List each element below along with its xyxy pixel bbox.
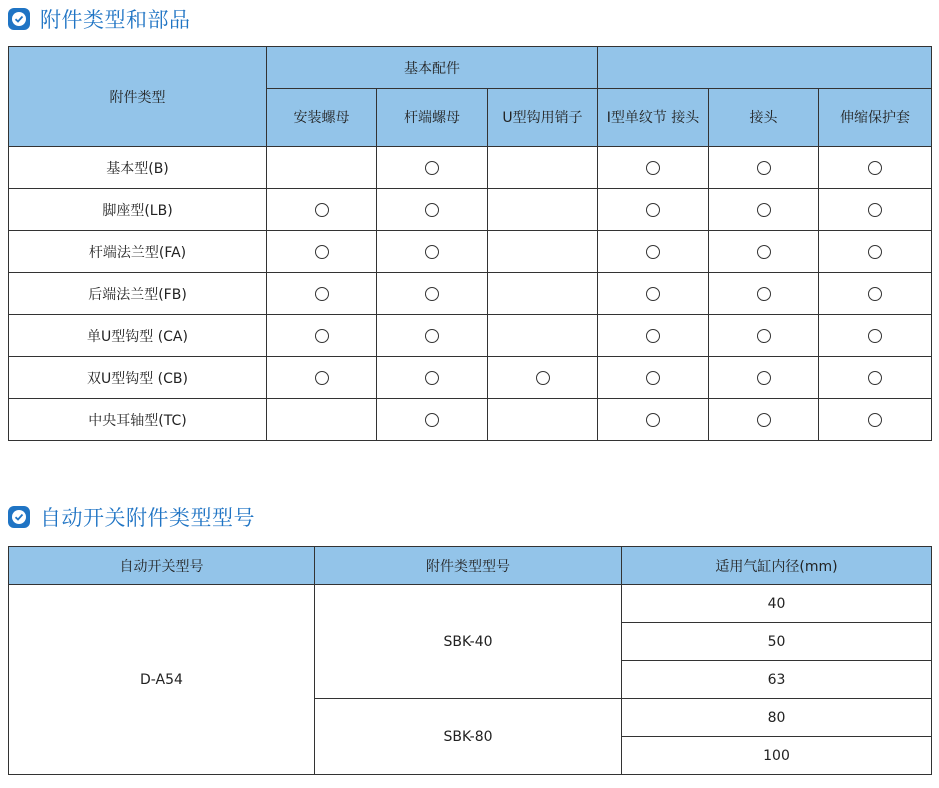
column-header: 接头 xyxy=(709,89,819,147)
row-label: 基本型(B) xyxy=(9,147,267,189)
table-cell xyxy=(598,273,709,315)
table-cell xyxy=(267,315,377,357)
table-cell xyxy=(377,357,488,399)
accessory-model-cell: SBK-40 xyxy=(315,585,622,699)
check-circle-icon xyxy=(8,8,30,30)
table-cell xyxy=(377,399,488,441)
table-row xyxy=(9,189,932,231)
table-cell xyxy=(709,189,819,231)
row-label: 脚座型(LB) xyxy=(9,189,267,231)
column-header: U型钩用销子 xyxy=(488,89,598,147)
circle-mark-icon xyxy=(868,413,882,427)
circle-mark-icon xyxy=(868,245,882,259)
circle-mark-icon xyxy=(868,371,882,385)
table-row xyxy=(9,147,932,189)
table-cell xyxy=(819,315,932,357)
circle-mark-icon xyxy=(868,161,882,175)
table-cell xyxy=(709,357,819,399)
accessory-table xyxy=(8,46,932,441)
table-cell xyxy=(488,315,598,357)
table-cell xyxy=(819,357,932,399)
row-label: 杆端法兰型(FA) xyxy=(9,231,267,273)
header-accessory-type: 附件类型 xyxy=(9,47,267,147)
circle-mark-icon xyxy=(868,287,882,301)
table-cell xyxy=(267,357,377,399)
check-circle-icon xyxy=(8,506,30,528)
table-cell xyxy=(598,357,709,399)
table-cell xyxy=(488,231,598,273)
section-title-accessory-types xyxy=(8,4,191,34)
switch-model-cell: D-A54 xyxy=(9,585,315,775)
circle-mark-icon xyxy=(315,287,329,301)
bore-size-cell: 100 xyxy=(622,737,932,775)
table-cell xyxy=(488,399,598,441)
section-title-text: 附件类型和部品 xyxy=(40,8,191,32)
header-blank xyxy=(598,47,932,89)
circle-mark-icon xyxy=(757,287,771,301)
table-cell xyxy=(598,231,709,273)
column-header: I型单纹节 接头 xyxy=(598,89,709,147)
circle-mark-icon xyxy=(425,413,439,427)
circle-mark-icon xyxy=(757,203,771,217)
row-label: 单U型钩型 (CA) xyxy=(9,315,267,357)
circle-mark-icon xyxy=(536,371,550,385)
circle-mark-icon xyxy=(646,371,660,385)
table-row xyxy=(9,399,932,441)
table-cell xyxy=(488,189,598,231)
table-cell xyxy=(267,189,377,231)
table-cell xyxy=(709,231,819,273)
bore-size-cell: 40 xyxy=(622,585,932,623)
table-cell xyxy=(819,231,932,273)
section-title-text: 自动开关附件类型型号 xyxy=(40,506,255,530)
circle-mark-icon xyxy=(646,413,660,427)
bore-size-cell: 80 xyxy=(622,699,932,737)
table-cell xyxy=(377,315,488,357)
row-label: 中央耳轴型(TC) xyxy=(9,399,267,441)
bore-size-cell: 50 xyxy=(622,623,932,661)
circle-mark-icon xyxy=(646,287,660,301)
table-cell xyxy=(598,315,709,357)
switch-table xyxy=(8,546,932,775)
table-cell xyxy=(709,315,819,357)
circle-mark-icon xyxy=(757,413,771,427)
row-label: 双U型钩型 (CB) xyxy=(9,357,267,399)
circle-mark-icon xyxy=(425,161,439,175)
circle-mark-icon xyxy=(425,287,439,301)
circle-mark-icon xyxy=(646,245,660,259)
table-cell xyxy=(267,147,377,189)
circle-mark-icon xyxy=(757,371,771,385)
circle-mark-icon xyxy=(315,371,329,385)
circle-mark-icon xyxy=(646,203,660,217)
table-cell xyxy=(267,273,377,315)
circle-mark-icon xyxy=(315,329,329,343)
table-row xyxy=(9,273,932,315)
row-label: 后端法兰型(FB) xyxy=(9,273,267,315)
table-cell xyxy=(377,273,488,315)
table-cell xyxy=(377,231,488,273)
circle-mark-icon xyxy=(315,245,329,259)
circle-mark-icon xyxy=(425,371,439,385)
table-cell xyxy=(267,399,377,441)
table-cell xyxy=(598,399,709,441)
table-cell xyxy=(488,147,598,189)
circle-mark-icon xyxy=(757,329,771,343)
header-basic-parts: 基本配件 xyxy=(267,47,598,89)
table-cell xyxy=(819,273,932,315)
circle-mark-icon xyxy=(315,203,329,217)
table-cell xyxy=(598,189,709,231)
circle-mark-icon xyxy=(646,161,660,175)
section-title-switch-types xyxy=(8,502,255,532)
table-cell xyxy=(819,399,932,441)
circle-mark-icon xyxy=(757,161,771,175)
table-cell xyxy=(377,147,488,189)
table-row xyxy=(9,315,932,357)
column-header: 安装螺母 xyxy=(267,89,377,147)
header-bore-size: 适用气缸内径(mm) xyxy=(622,547,932,585)
table-row xyxy=(9,357,932,399)
table-cell xyxy=(377,189,488,231)
column-header: 杆端螺母 xyxy=(377,89,488,147)
table-cell xyxy=(598,147,709,189)
circle-mark-icon xyxy=(425,329,439,343)
table-cell xyxy=(819,189,932,231)
bore-size-cell: 63 xyxy=(622,661,932,699)
table-cell xyxy=(488,273,598,315)
header-switch-model: 自动开关型号 xyxy=(9,547,315,585)
table-cell xyxy=(488,357,598,399)
table-cell xyxy=(267,231,377,273)
circle-mark-icon xyxy=(425,203,439,217)
circle-mark-icon xyxy=(757,245,771,259)
circle-mark-icon xyxy=(868,329,882,343)
table-row xyxy=(9,231,932,273)
accessory-model-cell: SBK-80 xyxy=(315,699,622,775)
table-cell xyxy=(709,399,819,441)
table-cell xyxy=(819,147,932,189)
table-row xyxy=(9,585,932,623)
header-accessory-model: 附件类型型号 xyxy=(315,547,622,585)
circle-mark-icon xyxy=(868,203,882,217)
table-cell xyxy=(709,273,819,315)
circle-mark-icon xyxy=(646,329,660,343)
column-header: 伸缩保护套 xyxy=(819,89,932,147)
table-cell xyxy=(709,147,819,189)
circle-mark-icon xyxy=(425,245,439,259)
